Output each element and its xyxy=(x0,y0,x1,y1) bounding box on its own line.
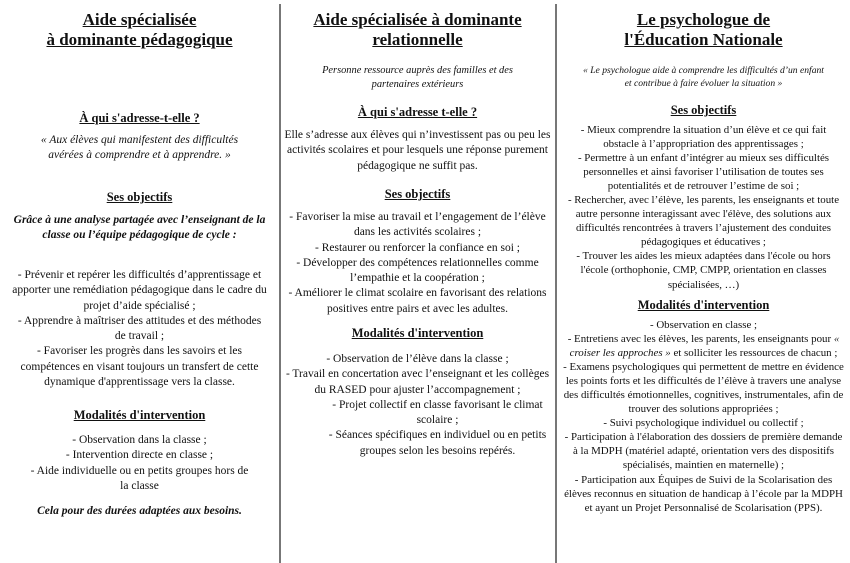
objective-item: - Améliorer le climat scolaire en favorisant des relations positives entre pairs et avec les adultes. xyxy=(288,287,547,315)
modality-item xyxy=(563,332,844,360)
audience-heading: À qui s'adresse-t-elle ? xyxy=(79,111,200,125)
objectives-list xyxy=(0,268,279,390)
modality-text: - Entretiens avec les élèves, les parents, les enseignants pour xyxy=(567,333,834,346)
modalities-list xyxy=(557,318,850,515)
objectives-heading: Ses objectifs xyxy=(106,190,173,204)
column-title xyxy=(280,10,555,50)
column-quote: « Le psychologue aide à comprendre les difficultés d’un enfant et contribue à faire évoluer la situation » xyxy=(583,65,824,89)
modality-item: - Suivi psychologique individuel ou collectif ; xyxy=(603,417,804,430)
objectives-list xyxy=(280,210,555,317)
objective-item: - Favoriser la mise au travail et l’engagement de l’élève dans les activités scolaires ; xyxy=(289,211,546,239)
objective-item: - Mieux comprendre la situation d’un élève et ce qui fait obstacle à l’appropriation des apprentissages ; xyxy=(580,124,827,151)
objective-item: - Rechercher, avec l’élève, les parents, les enseignants et toute autre personne interagissant avec l'élève, des solutions aux difficultés rencontrées à travers l’ajustement des conduites pédagogiques et éducatives ; xyxy=(567,194,840,249)
modality-item: - Examens psychologiques qui permettent de mettre en évidence les points forts et les difficultés de l’élève à travers une analyse des difficultés émotionnelles, cognitives, instrumentales, afin de trouver des solutions appropriées ; xyxy=(563,361,844,416)
objective-item: - Prévenir et repérer les difficultés d’apprentissage et apporter une remédiation pédagogique dans le cadre du projet d’aide spécialisé ; xyxy=(12,269,267,312)
modality-item: - Observation de l’élève dans la classe ; xyxy=(326,353,509,365)
modality-item: - Intervention directe en classe ; xyxy=(65,449,214,462)
column-relationnelle xyxy=(280,0,555,563)
audience-text: Elle s’adresse aux élèves qui n’investissent pas ou peu les activités scolaires et pour lesquels une réponse purement pédagogique ne suffit pas. xyxy=(284,129,551,172)
modalities-list xyxy=(0,433,279,494)
modality-item: - Aide individuelle ou en petits groupes hors de la classe xyxy=(30,464,249,492)
modality-item: - Participation à l'élaboration des dossiers de première demande à la MDPH (matériel adapté, orientation vers des dispositifs spécialisés, maintien en maternelle) ; xyxy=(564,431,843,472)
objectives-list xyxy=(557,123,850,292)
objectives-heading: Ses objectifs xyxy=(384,187,451,201)
modality-item: - Observation en classe ; xyxy=(649,319,758,331)
audience-text: « Aux élèves qui manifestent des difficultés avérées à comprendre et à apprendre. » xyxy=(40,134,239,162)
column-title xyxy=(557,10,850,50)
title-line-2: l'Éducation Nationale xyxy=(624,30,783,49)
title-line-1: Aide spécialisée xyxy=(82,10,197,29)
modality-quote: « croiser les approches » xyxy=(569,333,840,360)
title-line-2: à dominante pédagogique xyxy=(46,30,233,49)
modalities-list xyxy=(280,352,555,459)
objective-item: - Permettre à un enfant d’intégrer au mieux ses difficultés personnelles et ainsi favoriser l’utilisation de toutes ses potentialités et de retrouver l’estime de soi ; xyxy=(577,152,830,193)
objective-item: - Favoriser les progrès dans les savoirs et les compétences en visant toujours un transfert de cette dynamique d'apprentissage vers la classe. xyxy=(20,345,259,389)
closing-note: Cela pour des durées adaptées aux besoins. xyxy=(37,505,242,517)
objective-item: - Développer des compétences relationnelles comme l’empathie et la coopération ; xyxy=(296,256,539,285)
modalities-heading: Modalités d'intervention xyxy=(637,298,770,312)
column-subtitle: Personne ressource auprès des familles et des partenaires extérieurs xyxy=(322,65,513,91)
objectives-intro: Grâce à une analyse partagée avec l’enseignant de la classe ou l’équipe pédagogique de cycle : xyxy=(13,214,266,242)
modality-item: - Participation aux Équipes de Suivi de la Scolarisation des élèves reconnus en situation de handicap à l’école par la MDPH et ayant un Projet Personnalisé de Scolarisation (PPS). xyxy=(564,473,843,514)
modalities-heading: Modalités d'intervention xyxy=(73,408,206,422)
modality-text: et solliciter les ressources de chacun ; xyxy=(670,347,838,360)
objectives-heading: Ses objectifs xyxy=(670,103,737,117)
column-psychologue xyxy=(557,0,850,563)
title-line-1: Aide spécialisée à dominante xyxy=(313,10,522,29)
modality-item: - Travail en concertation avec l’enseignant et les collèges du RASED pour ajuster l’accompagnement ; xyxy=(285,368,550,396)
modality-item: - Séances spécifiques en individuel ou en petits groupes selon les besoins repérés. xyxy=(328,429,547,457)
objective-item: - Trouver les aides les mieux adaptées dans l'école ou hors l'école (orthophonie, CMP, CMPP, orientation en classes spécialisées, …) xyxy=(576,250,831,291)
modality-item: - Projet collectif en classe favorisant le climat scolaire ; xyxy=(332,398,543,427)
column-pedagogique xyxy=(0,0,279,563)
audience-heading: À qui s'adresse t-elle ? xyxy=(357,105,478,119)
modality-item: - Observation dans la classe ; xyxy=(72,434,207,446)
modalities-heading: Modalités d'intervention xyxy=(351,326,484,340)
title-line-2: relationnelle xyxy=(372,30,463,49)
objective-item: - Restaurer ou renforcer la confiance en soi ; xyxy=(315,241,520,254)
title-line-1: Le psychologue de xyxy=(636,10,771,29)
objective-item: - Apprendre à maîtriser des attitudes et des méthodes de travail ; xyxy=(17,314,262,343)
column-title xyxy=(0,10,279,50)
